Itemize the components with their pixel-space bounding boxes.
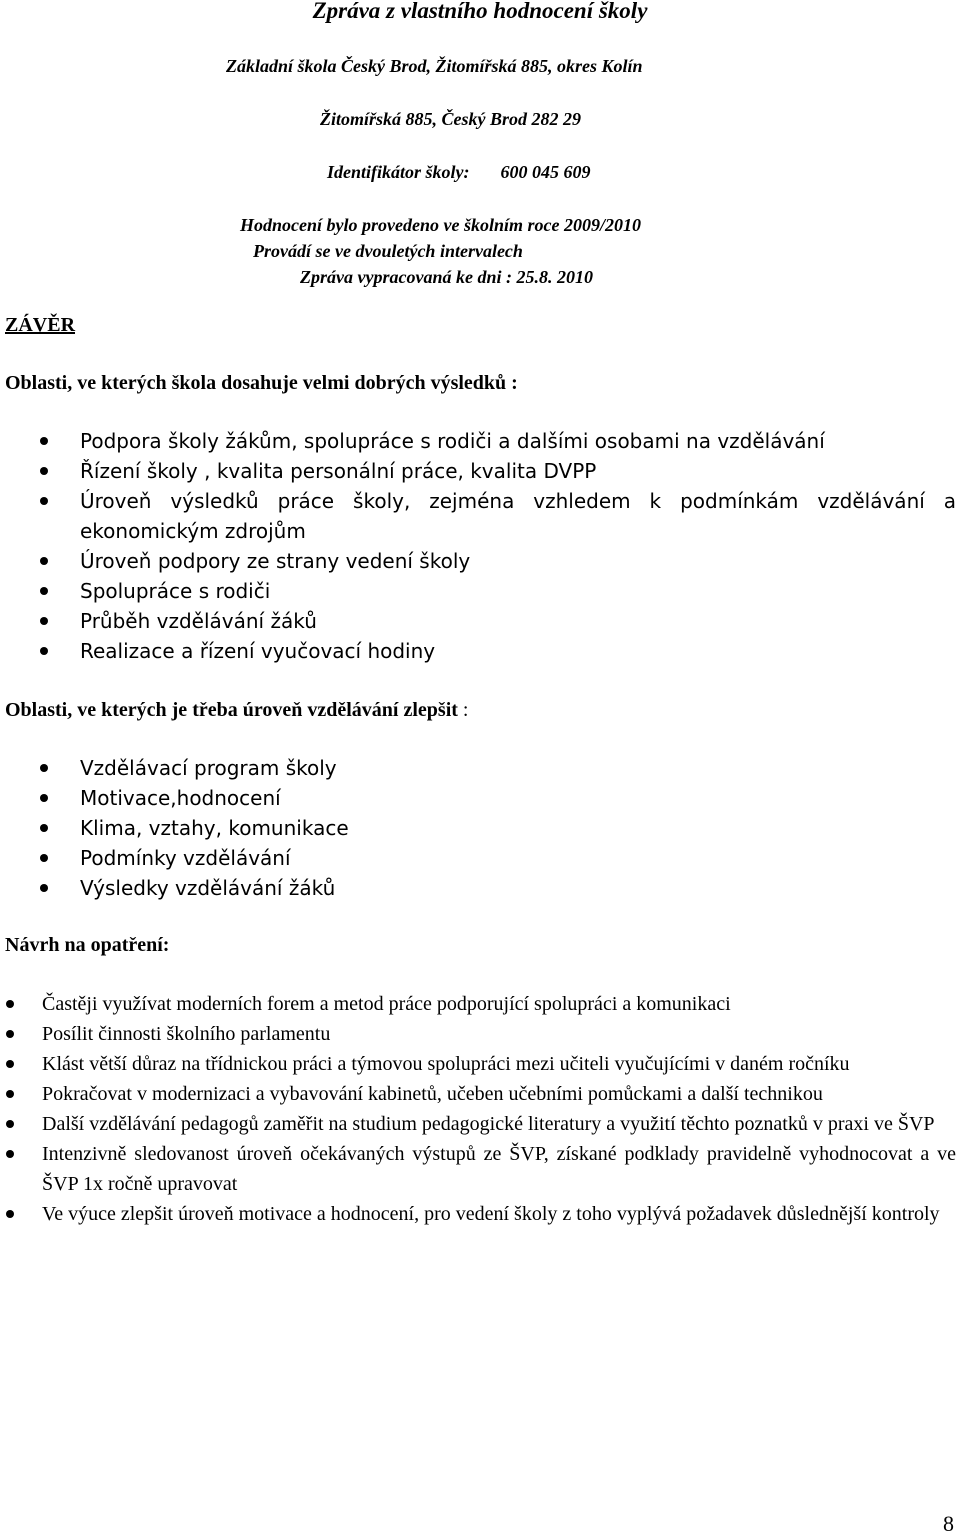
list-item: Podmínky vzdělávání (80, 843, 956, 873)
evaluation-line: Hodnocení bylo provedeno ve školním roce 2009/2010 (240, 215, 641, 235)
bullet-icon (40, 884, 48, 892)
strengths-heading: Oblasti, ve kterých škola dosahuje velmi dobrých výsledků : (5, 372, 518, 394)
improvements-list (80, 753, 956, 903)
bullet-icon (6, 1120, 14, 1128)
bullet-icon (40, 824, 48, 832)
identifier-value: 600 045 609 (500, 162, 591, 182)
bullet-icon (6, 1150, 14, 1158)
bullet-icon (40, 764, 48, 772)
document-title-text: Zpráva z vlastního hodnocení školy (312, 0, 648, 23)
list-item: Motivace,hodnocení (80, 783, 956, 813)
bullet-icon (40, 794, 48, 802)
bullet-icon (40, 617, 48, 625)
list-item: Častěji využívat moderních forem a metod práce podporující spolupráci a komunikaci (42, 989, 956, 1019)
list-item: Ve výuce zlepšit úroveň motivace a hodnocení, pro vedení školy z toho vyplývá požadavek důslednější kontroly (42, 1199, 956, 1229)
list-item: Další vzdělávání pedagogů zaměřit na studium pedagogické literatury a využití těchto poznatků v praxi ve ŠVP (42, 1109, 956, 1139)
bullet-icon (40, 557, 48, 565)
bullet-icon (40, 497, 48, 505)
interval-line: Provádí se ve dvouletých intervalech (253, 241, 523, 261)
bullet-icon (40, 467, 48, 475)
list-item: Posílit činnosti školního parlamentu (42, 1019, 956, 1049)
bullet-icon (6, 1030, 14, 1038)
bullet-icon (40, 587, 48, 595)
list-item: Průběh vzdělávání žáků (80, 606, 956, 636)
school-address: Žitomířská 885, Český Brod 282 29 (320, 109, 582, 129)
bullet-icon (40, 437, 48, 445)
bullet-icon (6, 1090, 14, 1098)
list-item: Spolupráce s rodiči (80, 576, 956, 606)
measures-list (42, 989, 956, 1229)
list-item: Pokračovat v modernizaci a vybavování kabinetů, učeben učebními pomůckami a další technikou (42, 1079, 956, 1109)
measures-heading: Návrh na opatření: (5, 934, 170, 956)
bullet-icon (6, 1000, 14, 1008)
list-item: Řízení školy , kvalita personální práce, kvalita DVPP (80, 456, 956, 486)
list-item: Úroveň podpory ze strany vedení školy (80, 546, 956, 576)
strengths-list (80, 426, 956, 666)
list-item: Úroveň výsledků práce školy, zejména vzhledem k podmínkám vzdělávání a ekonomickým zdrojům (80, 486, 956, 546)
list-item: Klima, vztahy, komunikace (80, 813, 956, 843)
page-number: 8 (943, 1511, 954, 1536)
school-name: Základní škola Český Brod, Žitomířská 885, okres Kolín (226, 56, 643, 76)
bullet-icon (40, 854, 48, 862)
conclusion-label: ZÁVĚR (5, 314, 76, 336)
list-item: Klást větší důraz na třídnickou práci a týmovou spolupráci mezi učiteli vyučujícími v daném ročníku (42, 1049, 956, 1079)
bullet-icon (6, 1060, 14, 1068)
identifier-label: Identifikátor školy: (327, 162, 470, 182)
list-item: Vzdělávací program školy (80, 753, 956, 783)
improve-heading-suffix: : (462, 699, 469, 721)
list-item: Intenzivně sledovanost úroveň očekávaných výstupů ze ŠVP, získané podklady pravidelně vyhodnocovat a ve ŠVP 1x ročně upravovat (42, 1139, 956, 1199)
bullet-icon (40, 647, 48, 655)
document-title (0, 0, 960, 28)
improve-heading (5, 697, 468, 723)
date-line: Zpráva vypracovaná ke dni : 25.8. 2010 (300, 267, 593, 287)
list-item: Podpora školy žákům, spolupráce s rodiči a dalšími osobami na vzdělávání (80, 426, 956, 456)
improve-heading-text: Oblasti, ve kterých je třeba úroveň vzdělávání zlepšit (5, 699, 458, 721)
school-identifier (327, 161, 591, 183)
list-item: Výsledky vzdělávání žáků (80, 873, 956, 903)
list-item: Realizace a řízení vyučovací hodiny (80, 636, 956, 666)
bullet-icon (6, 1210, 14, 1218)
